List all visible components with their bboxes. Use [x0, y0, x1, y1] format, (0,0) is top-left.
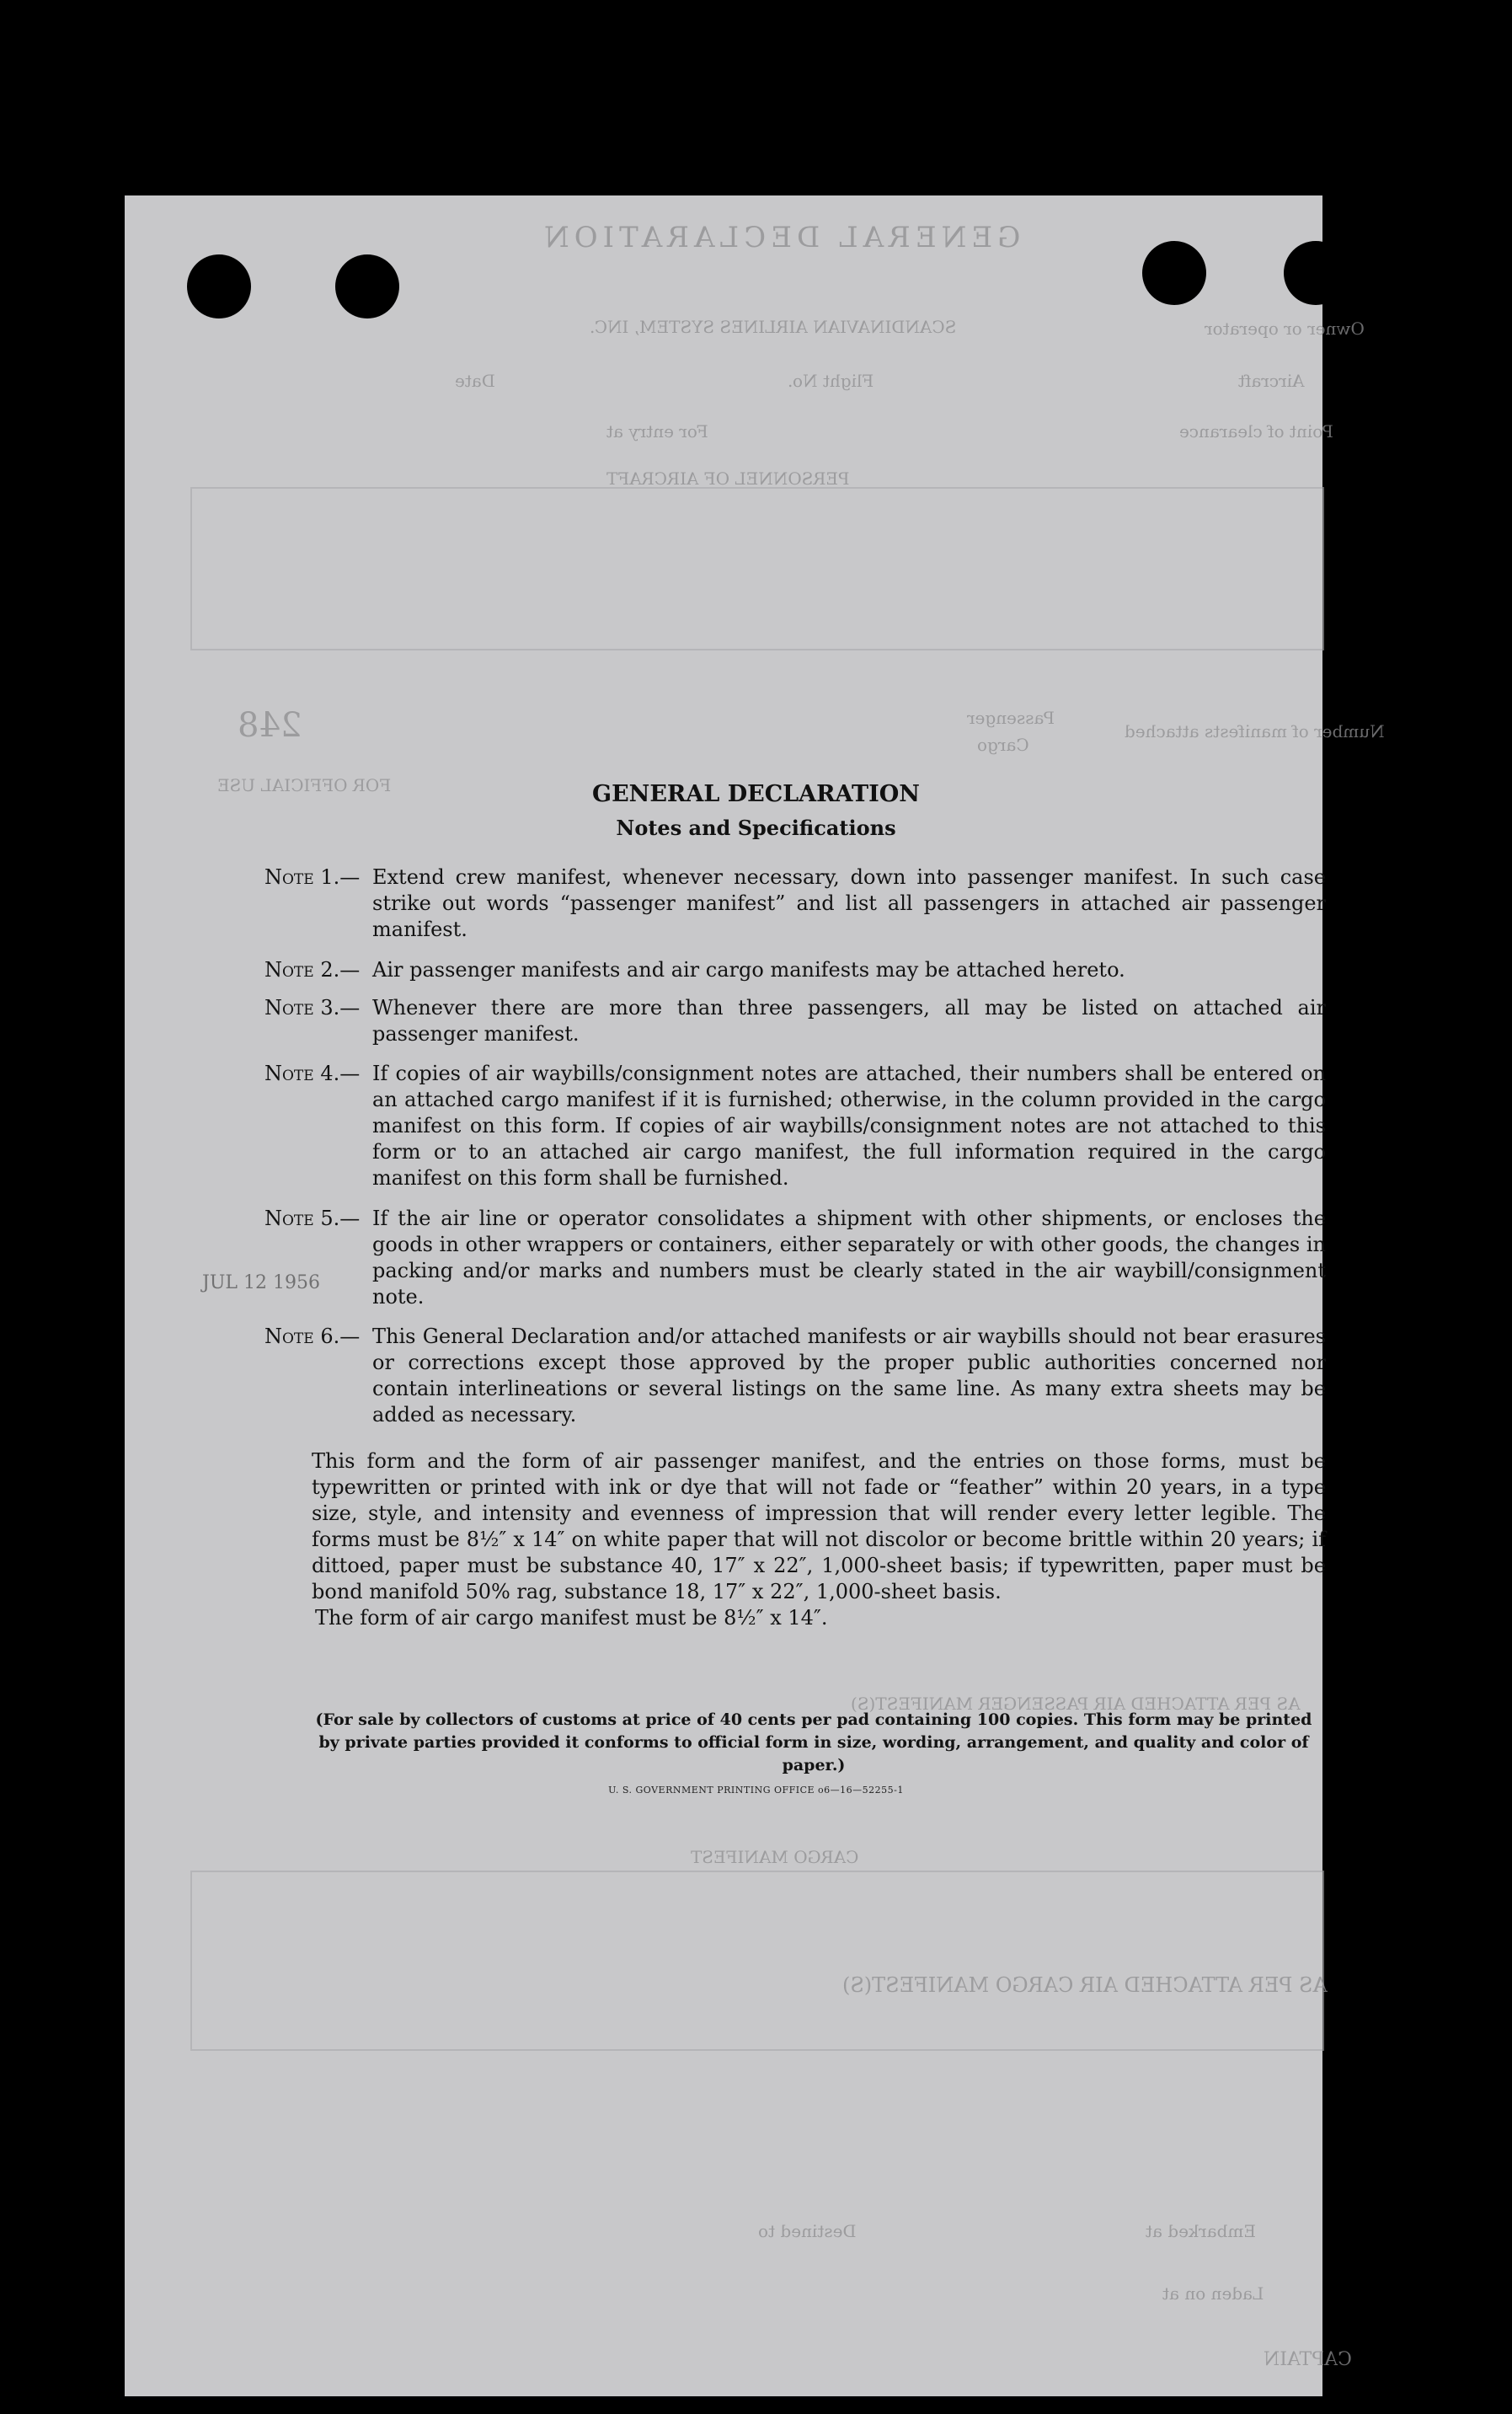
note-4: [264, 1061, 1326, 1191]
punch-hole-3: [1142, 241, 1206, 305]
ghost-entry-label: For entry at: [606, 421, 708, 442]
ghost-cargo-manifest-note: AS PER ATTACHED AIR CARGO MANIFEST(S): [842, 1973, 1328, 1997]
note-2: [264, 957, 1326, 983]
ghost-aircraft-label: Aircraft: [1238, 371, 1305, 391]
ghost-manifests-label: Number of manifests attached: [1125, 721, 1385, 741]
ghost-owner-value: SCANDINAVIAN AIRLINES SYSTEM, INC.: [590, 317, 957, 337]
ghost-owner-label: Owner or operator: [1205, 318, 1365, 339]
note-text: Whenever there are more than three passengers, all may be listed on attached air passenger manifest.: [372, 996, 1326, 1046]
ghost-laden-label: Laden on at: [1162, 2283, 1264, 2304]
punch-hole-1: [187, 254, 251, 318]
punch-hole-2: [335, 254, 399, 318]
ghost-cargo-manifest-heading: CARGO MANIFEST: [691, 1847, 859, 1867]
ghost-destined-label: Destined to: [758, 2221, 857, 2241]
note-text: If copies of air waybills/consignment notes are attached, their numbers shall be entered on an attached cargo manifest if it is furnished; otherwise, in the column provided in the cargo manifest on this form. If copies of air waybills/consignment notes are not attached to this form or to an attached air cargo manifest, the full information required in the cargo manifest on this form shall be furnished.: [372, 1062, 1326, 1190]
paragraph-main: This form and the form of air passenger manifest, and the entries on those forms, must be typewritten or printed with ink or dye that will not fade or “feather” within 20 years, in a type size, style, and intensity and evenness of impression that will render every letter legible. The forms must be 8½″ x 14″ on white paper that will not discolor or become brittle within 20 years; if dittoed, paper must be substance 40, 17″ x 22″, 1,000-sheet basis; if typewritten, paper must be bond manifold 50% rag, substance 18, 17″ x 22″, 1,000-sheet basis.: [312, 1449, 1326, 1603]
note-5: [264, 1206, 1326, 1310]
note-label: Note 1.—: [264, 865, 361, 889]
note-label: Note 2.—: [264, 958, 361, 982]
note-3: [264, 995, 1326, 1047]
printing-office-line: U. S. GOVERNMENT PRINTING OFFICE o6—16—52255-1: [608, 1785, 904, 1796]
page-subtitle: Notes and Specifications: [616, 816, 896, 840]
note-label: Note 4.—: [264, 1062, 361, 1085]
punch-hole-4: [1284, 241, 1348, 305]
note-label: Note 3.—: [264, 996, 361, 1020]
ghost-captain-label: CAPTAIN: [1264, 2349, 1352, 2370]
ghost-passenger-label: Passenger: [967, 708, 1055, 728]
ghost-crew-table: [190, 487, 1324, 650]
ghost-clearance-label: Point of clearance: [1179, 421, 1333, 442]
form-specification-paragraph: [312, 1448, 1326, 1631]
ghost-flight-label: Flight No.: [788, 371, 874, 391]
ghost-date-label: Date: [455, 371, 495, 391]
note-text: If the air line or operator consolidates a shipment with other shipments, or encloses the goods in other wrappers or containers, either separately or with other goods, the changes in packing and/or marks and numbers must be clearly stated in the air waybill/consignment note.: [372, 1207, 1326, 1309]
note-text: Air passenger manifests and air cargo manifests may be attached hereto.: [372, 958, 1125, 982]
sale-notice: (For sale by collectors of customs at price of 40 cents per pad containing 100 copies. This form may be printed by private parties provided it conforms to official form in size, wording, arrangement, and quality and color of paper.): [315, 1710, 1312, 1774]
ghost-handwritten-number: 248: [238, 706, 302, 745]
note-text: This General Declaration and/or attached manifests or air waybills should not bear erasures or corrections except those approved by the proper public authorities concerned nor contain interlineations or several listings on the same line. As many extra sheets may be added as necessary.: [372, 1325, 1326, 1426]
paragraph-last: The form of air cargo manifest must be 8½″ x 14″.: [315, 1606, 828, 1630]
note-6: [264, 1324, 1326, 1428]
note-label: Note 5.—: [264, 1207, 361, 1230]
ghost-cargo-label: Cargo: [977, 735, 1029, 755]
ghost-passenger-manifest-note: AS PER ATTACHED AIR PASSENGER MANIFEST(S): [851, 1694, 1301, 1714]
ghost-cargo-table: [190, 1871, 1324, 2051]
ghost-crew-heading: PERSONNEL OF AIRCRAFT: [606, 468, 850, 489]
note-1: [264, 864, 1326, 943]
page-title: GENERAL DECLARATION: [592, 781, 920, 807]
note-text: Extend crew manifest, whenever necessary, down into passenger manifest. In such case strike out words “passenger manifest” and list all passengers in attached air passenger manifest.: [372, 865, 1326, 941]
note-label: Note 6.—: [264, 1325, 361, 1348]
ghost-stamp-date: JUL 12 1956: [202, 1272, 320, 1293]
ghost-header-title: GENERAL DECLARATION: [539, 221, 1021, 254]
ghost-embarked-label: Embarked at: [1146, 2221, 1256, 2241]
ghost-official-use: FOR OFFICIAL USE: [217, 775, 392, 795]
